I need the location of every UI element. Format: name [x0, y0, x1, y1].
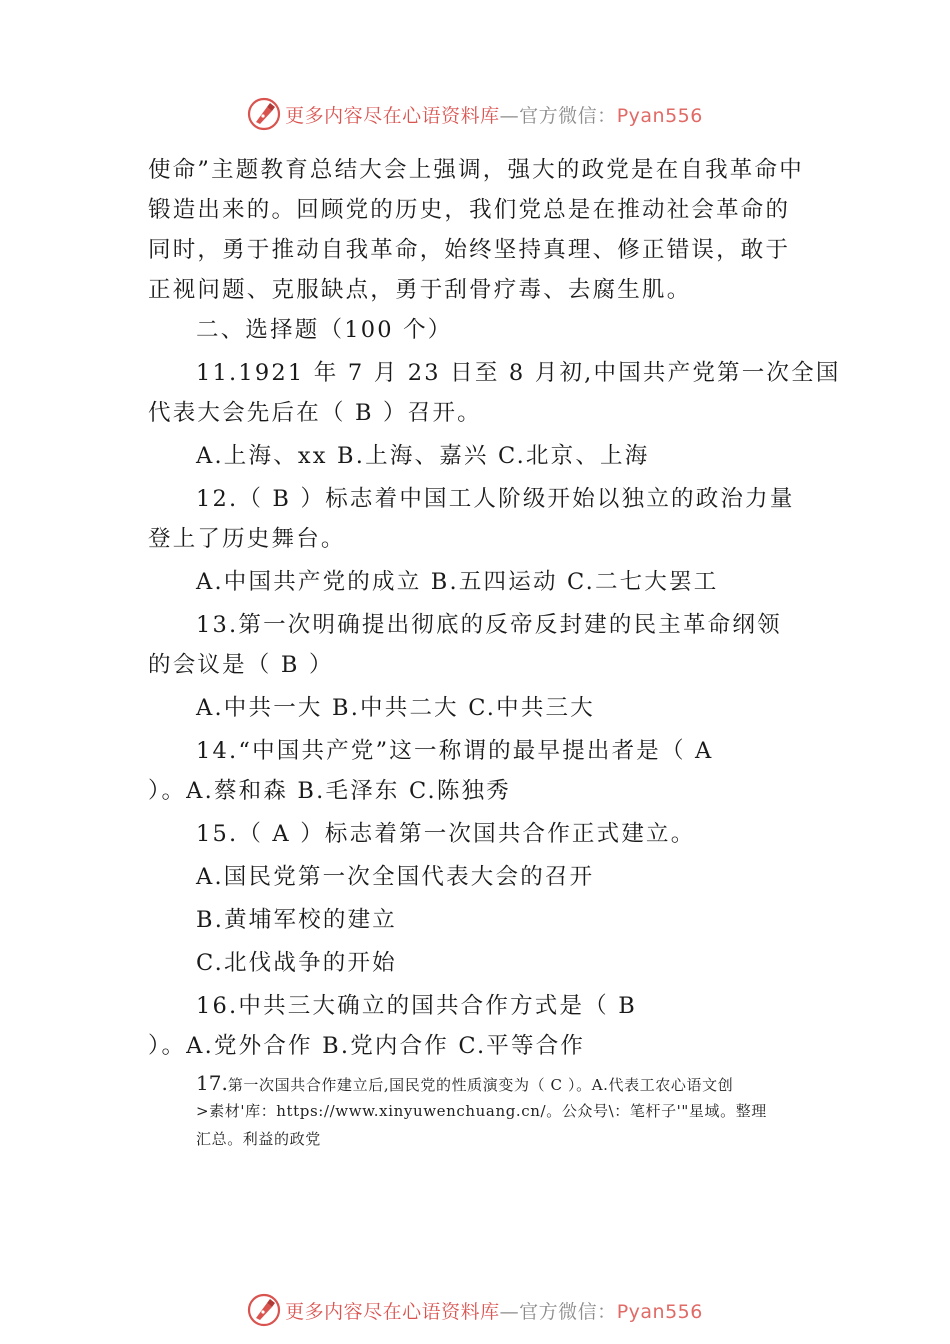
header-wechat-label: 官方微信：: [519, 104, 617, 127]
pen-logo-icon: [247, 1293, 281, 1327]
question-13-cont: 的会议是（ B ）: [148, 652, 334, 678]
question-11: 11.1921 年 7 月 23 日至 8 月初,中国共产党第一次全国: [196, 360, 841, 386]
question-13-options: A.中共一大 B.中共二大 C.中共三大: [196, 695, 595, 721]
header-site-text: 更多内容尽在心语资料库: [285, 104, 500, 127]
question-12-options: A.中国共产党的成立 B.五四运动 C.二七大罢工: [196, 569, 719, 595]
footer-text: [285, 1297, 703, 1324]
question-12-cont: 登上了历史舞台。: [148, 526, 346, 552]
paragraph-line: 使命”主题教育总结大会上强调，强大的政党是在自我革命中: [148, 157, 804, 183]
header-separator: —: [499, 104, 520, 127]
pen-logo-icon: [247, 97, 281, 131]
question-14: 14.“中国共产党”这一称谓的最早提出者是（ A: [196, 738, 714, 764]
question-15-option-a: A.国民党第一次全国代表大会的召开: [196, 864, 595, 890]
header-banner: [0, 96, 950, 132]
question-11-cont: 代表大会先后在（ B ）召开。: [148, 400, 482, 426]
question-16: 16.中共三大确立的国共合作方式是（ B: [196, 993, 637, 1019]
question-15-option-c: C.北伐战争的开始: [196, 950, 397, 976]
question-15-option-b: B.黄埔军校的建立: [196, 907, 397, 933]
paragraph-line: 正视问题、克服缺点，勇于刮骨疗毒、去腐生肌。: [148, 277, 692, 303]
question-11-options: A.上海、xx B.上海、嘉兴 C.北京、上海: [196, 443, 650, 469]
section-heading: 二、选择题（100 个）: [196, 317, 453, 343]
question-17-text: 第一次国共合作建立后,国民党的性质演变为（ C ）。A.代表工农心语文创: [227, 1076, 734, 1094]
footer-wechat-label: 官方微信：: [519, 1300, 617, 1323]
paragraph-line: 锻造出来的。回顾党的历史，我们党总是在推动社会革命的: [148, 197, 791, 223]
question-17-cont: >素材'库：https://www.xinyuwenchuang.cn/。公众号\：笔杆子'"星域。整理: [196, 1102, 767, 1120]
question-17-number: 17.: [196, 1071, 228, 1095]
question-16-options: ）。A.党外合作 B.党内合作 C.平等合作: [148, 1033, 586, 1059]
question-12: 12.（ B ）标志着中国工人阶级开始以独立的政治力量: [196, 486, 795, 512]
footer-wechat-id: Pyan556: [616, 1300, 703, 1323]
footer-banner: [0, 1292, 950, 1328]
header-text: [285, 101, 703, 128]
question-17: [148, 1069, 808, 1097]
paragraph-line: 同时，勇于推动自我革命，始终坚持真理、修正错误，敢于: [148, 237, 791, 263]
question-17-end: 汇总。利益的政党: [196, 1130, 321, 1148]
footer-site-text: 更多内容尽在心语资料库: [285, 1300, 500, 1323]
document-body: [148, 150, 841, 1153]
question-14-options: ）。A.蔡和森 B.毛泽东 C.陈独秀: [148, 778, 512, 804]
question-13: 13.第一次明确提出彻底的反帝反封建的民主革命纲领: [196, 612, 782, 638]
header-wechat-id: Pyan556: [616, 104, 703, 127]
question-15: 15.（ A ）标志着第一次国共合作正式建立。: [196, 821, 696, 847]
footer-separator: —: [499, 1300, 520, 1323]
